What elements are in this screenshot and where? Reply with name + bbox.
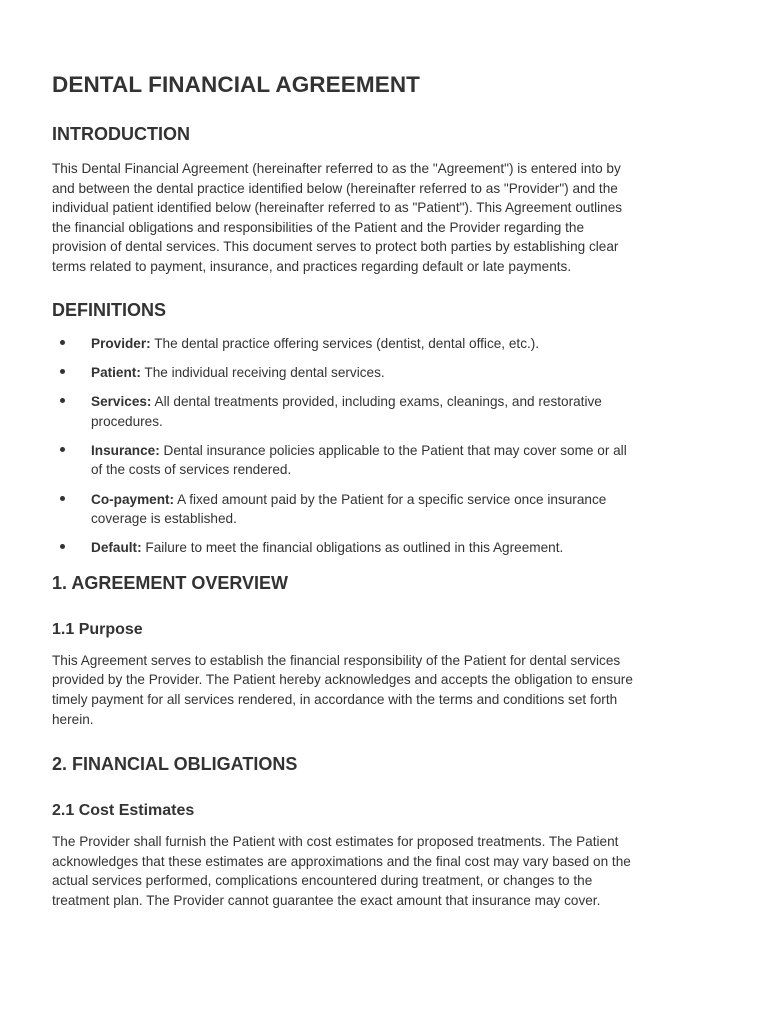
- definition-item-default: [52, 538, 718, 558]
- paragraph-line: This Dental Financial Agreement (hereinafter referred to as the "Agreement") is entered into by: [52, 161, 621, 176]
- definition-item-services: [52, 392, 718, 431]
- definition-item-co-payment: [52, 490, 718, 529]
- paragraph-line: This Agreement serves to establish the financial responsibility of the Patient for dental services: [52, 652, 621, 668]
- definitions-list: [52, 334, 718, 558]
- paragraph-line: timely payment for all services rendered, in accordance with the terms and conditions set forth: [52, 692, 618, 708]
- bullet-icon: [60, 447, 65, 452]
- section-2-1-paragraph: [52, 832, 718, 910]
- definition-text: Dental insurance policies applicable to the Patient that may cover some or all: [163, 442, 627, 458]
- definition-item-patient: [52, 363, 718, 383]
- bullet-icon: [60, 496, 65, 501]
- definition-item-insurance: [52, 441, 718, 480]
- definition-term: Co-payment:: [91, 491, 175, 507]
- definition-term: Patient:: [91, 364, 141, 380]
- definition-text: of the costs of services rendered.: [91, 462, 292, 478]
- definition-text: All dental treatments provided, including exams, cleanings, and restorative: [154, 393, 602, 409]
- paragraph-line: provided by the Provider. The Patient hereby acknowledges and accepts the obligation to ensure: [52, 672, 633, 688]
- definition-term: Default:: [91, 540, 142, 556]
- definitions-heading: DEFINITIONS: [52, 299, 167, 320]
- paragraph-line: The Provider shall furnish the Patient with cost estimates for proposed treatments. The Patient: [52, 834, 619, 850]
- section-2-1-heading: 2.1 Cost Estimates: [52, 802, 195, 820]
- definition-term: Insurance:: [91, 442, 160, 458]
- section-2-heading: 2. FINANCIAL OBLIGATIONS: [52, 754, 298, 775]
- paragraph-line: herein.: [52, 711, 94, 727]
- paragraph-line: the financial obligations and responsibilities of the Patient and the Provider regarding the: [52, 219, 585, 235]
- paragraph-line: provision of dental services. This document serves to protect both parties by establishing clear: [52, 239, 619, 255]
- document-title: DENTAL FINANCIAL AGREEMENT: [52, 72, 421, 97]
- paragraph-line: actual services performed, complications encountered during treatment, or changes to the: [52, 873, 593, 889]
- paragraph-line: individual patient identified below (hereinafter referred to as "Patient"). This Agreement outlines: [52, 200, 623, 216]
- bullet-icon: [60, 340, 65, 345]
- bullet-icon: [60, 369, 65, 374]
- definition-text: coverage is established.: [91, 511, 237, 527]
- definition-text: The dental practice offering services (dentist, dental office, etc.).: [154, 335, 540, 351]
- definition-text: A fixed amount paid by the Patient for a specific service once insurance: [177, 491, 607, 507]
- definition-term: Services:: [91, 393, 152, 409]
- definition-text: Failure to meet the financial obligations as outlined in this Agreement.: [145, 540, 564, 556]
- definition-text: The individual receiving dental services.: [144, 364, 385, 380]
- bullet-icon: [60, 398, 65, 403]
- section-1-1-paragraph: [52, 651, 718, 729]
- section-1-1-heading: 1.1 Purpose: [52, 620, 143, 638]
- section-1-heading: 1. AGREEMENT OVERVIEW: [52, 572, 289, 593]
- bullet-icon: [60, 544, 65, 549]
- definition-text: procedures.: [91, 413, 163, 429]
- introduction-heading: INTRODUCTION: [52, 124, 190, 144]
- definition-item-provider: [52, 334, 718, 354]
- introduction-paragraph: [52, 159, 718, 277]
- paragraph-line: treatment plan. The Provider cannot guarantee the exact amount that insurance may cover.: [52, 893, 601, 909]
- paragraph-line: terms related to payment, insurance, and practices regarding default or late payments.: [52, 258, 572, 274]
- paragraph-line: and between the dental practice identified below (hereinafter referred to as "Provider") and the: [52, 180, 618, 196]
- paragraph-line: acknowledges that these estimates are approximations and the final cost may vary based on the: [52, 853, 631, 869]
- definition-term: Provider:: [91, 335, 151, 351]
